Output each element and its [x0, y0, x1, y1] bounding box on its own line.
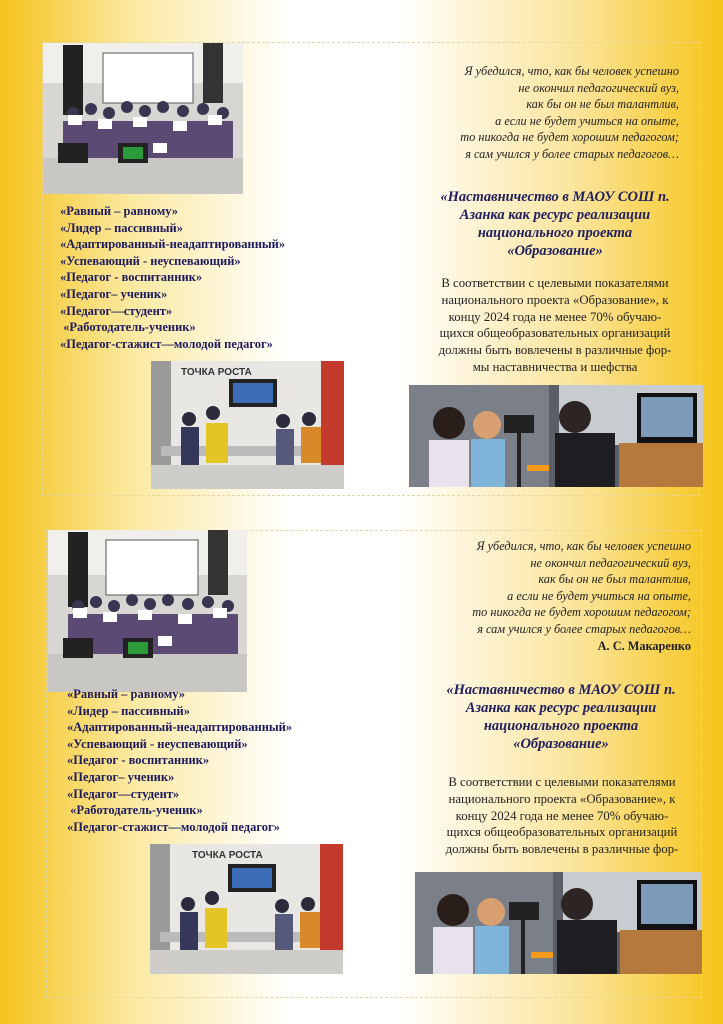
- heading-line: «Наставничество в МАОУ СОШ п.: [446, 682, 676, 698]
- project-description: [405, 275, 705, 376]
- pair-item: «Лидер – пассивный»: [67, 703, 191, 718]
- quote-line: я сам учился у более старых педагогов…: [465, 146, 679, 161]
- body-line: концу 2024 года не менее 70% обучаю-: [448, 309, 662, 324]
- pair-item: «Адаптированный-неадаптированный»: [60, 237, 286, 252]
- pair-item: «Равный – равному»: [60, 204, 179, 218]
- body-line: должны быть вовлечены в различные фор-: [438, 343, 672, 358]
- mentoring-heading: [410, 188, 700, 260]
- mentoring-pairs-list: [60, 203, 285, 352]
- pair-item: «Педагог– ученик»: [60, 286, 168, 301]
- makarenko-quote: [472, 538, 691, 654]
- project-description: [412, 774, 712, 858]
- mentoring-pairs-list: [67, 686, 292, 835]
- pair-item: «Равный – равному»: [67, 687, 186, 701]
- quote-line: то никогда не будет хорошим педагогом;: [460, 130, 679, 145]
- tochka-rosta-photo: [151, 361, 344, 489]
- pair-item: «Успевающий - неуспевающий»: [67, 736, 248, 751]
- heading-line: национального проекта: [477, 225, 633, 241]
- pair-item: «Работодатель-ученик»: [67, 803, 203, 818]
- quote-author: А. С. Макаренко: [597, 638, 691, 653]
- heading-line: Азанка как ресурс реализации: [465, 700, 657, 716]
- pair-item: «Педагог-стажист—молодой педагог»: [67, 819, 280, 834]
- video-call-photo: [409, 385, 703, 487]
- heading-line: Азанка как ресурс реализации: [459, 207, 651, 223]
- pair-item: «Педагог - воспитанник»: [67, 753, 210, 768]
- tochka-rosta-photo: [150, 844, 343, 974]
- tochka-rosta-sign: ТОЧКА РОСТА: [181, 367, 252, 378]
- quote-line: не окончил педагогический вуз,: [530, 555, 691, 570]
- body-line: В соответствии с целевыми показателями: [448, 775, 676, 789]
- pair-item: «Успевающий - неуспевающий»: [60, 253, 241, 268]
- body-line: национального проекта «Образование», к: [441, 292, 669, 307]
- body-line: щихся общеобразовательных организаций: [446, 825, 678, 840]
- body-line: мы наставничества и шефства: [472, 359, 638, 374]
- classroom-group-photo: [43, 43, 243, 194]
- leaflet-panel-bottom: [0, 512, 723, 1024]
- classroom-group-photo: [48, 530, 247, 692]
- pair-item: «Адаптированный-неадаптированный»: [67, 720, 293, 735]
- body-line: концу 2024 года не менее 70% обучаю-: [455, 808, 669, 823]
- heading-line: «Образование»: [513, 736, 609, 752]
- quote-line: как бы он не был талантлив,: [526, 97, 679, 112]
- heading-line: «Наставничество в МАОУ СОШ п.: [440, 189, 670, 205]
- body-line: национального проекта «Образование», к: [448, 791, 676, 806]
- pair-item: «Педагог—студент»: [67, 786, 180, 801]
- body-line: щихся общеобразовательных организаций: [439, 326, 671, 341]
- quote-line: а если не будет учиться на опыте,: [495, 113, 679, 128]
- video-call-photo: [415, 872, 702, 974]
- makarenko-quote: [460, 63, 679, 163]
- pair-item: «Работодатель-ученик»: [60, 320, 196, 335]
- quote-line: Я убедился, что, как бы человек успешно: [476, 539, 691, 553]
- pair-item: «Педагог - воспитанник»: [60, 270, 203, 285]
- body-line: должны быть вовлечены в различные фор-: [445, 842, 679, 857]
- quote-line: я сам учился у более старых педагогов…: [477, 621, 691, 636]
- pair-item: «Лидер – пассивный»: [60, 220, 184, 235]
- quote-line: как бы он не был талантлив,: [538, 572, 691, 587]
- quote-line: то никогда не будет хорошим педагогом;: [472, 605, 691, 620]
- quote-line: а если не будет учиться на опыте,: [507, 588, 691, 603]
- quote-line: не окончил педагогический вуз,: [518, 80, 679, 95]
- heading-line: национального проекта: [483, 718, 639, 734]
- tochka-rosta-sign: ТОЧКА РОСТА: [192, 850, 263, 861]
- pair-item: «Педагог—студент»: [60, 303, 173, 318]
- pair-item: «Педагог– ученик»: [67, 769, 175, 784]
- quote-line: Я убедился, что, как бы человек успешно: [464, 64, 679, 78]
- mentoring-heading: [416, 681, 706, 753]
- pair-item: «Педагог-стажист—молодой педагог»: [60, 336, 273, 351]
- heading-line: «Образование»: [507, 243, 603, 259]
- body-line: В соответствии с целевыми показателями: [441, 276, 669, 290]
